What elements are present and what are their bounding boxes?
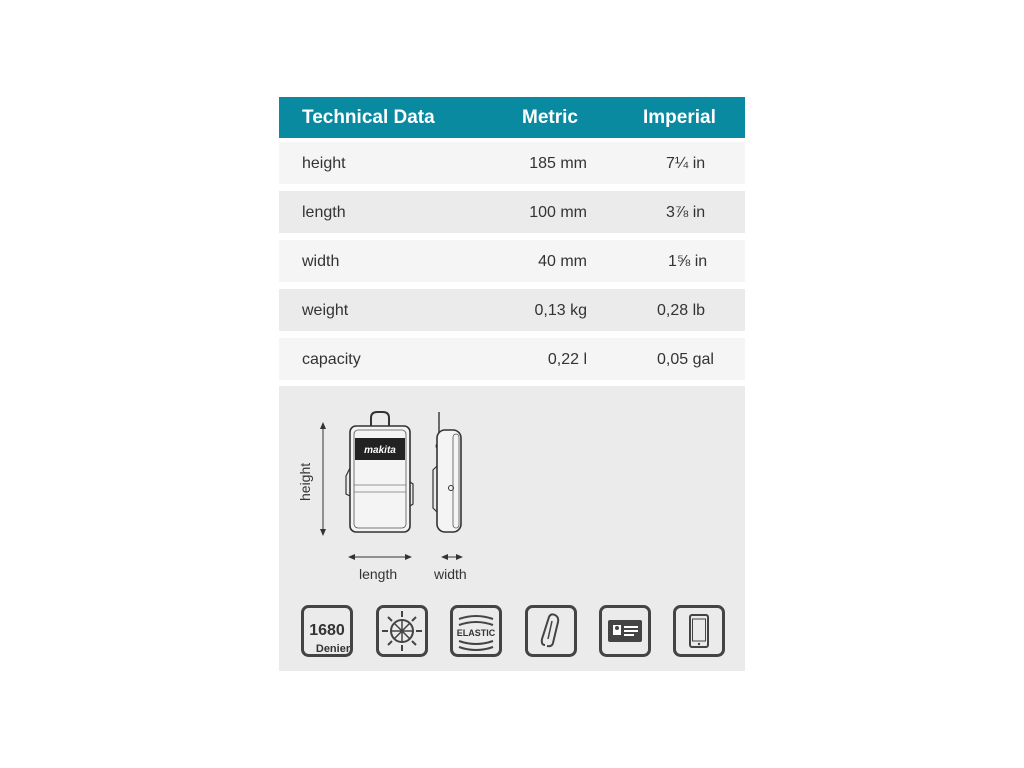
row-label: weight — [302, 302, 349, 319]
smartphone-icon — [673, 605, 725, 657]
row-label: width — [302, 253, 340, 270]
table-row — [279, 338, 745, 380]
header-imperial: Imperial — [643, 107, 716, 128]
row-imperial: 7¼ in — [666, 155, 706, 172]
header-technical-data: Technical Data — [302, 107, 435, 128]
row-metric: 185 mm — [529, 155, 587, 172]
dimension-diagram — [279, 386, 745, 671]
table-row — [279, 191, 745, 233]
svg-text:Denier: Denier — [315, 643, 351, 655]
width-label: width — [434, 566, 467, 582]
row-metric: 0,13 kg — [534, 302, 587, 319]
row-label: height — [302, 155, 346, 172]
header-metric: Metric — [522, 107, 578, 128]
technical-data-card — [279, 97, 745, 671]
table-row — [279, 240, 745, 282]
svg-text:1680: 1680 — [309, 622, 345, 639]
row-imperial: 0,28 lb — [657, 302, 706, 319]
row-label: capacity — [302, 351, 361, 368]
table-header — [279, 97, 745, 138]
table-row — [279, 289, 745, 331]
row-metric: 100 mm — [529, 204, 587, 221]
row-imperial: 3⅞ in — [666, 204, 706, 221]
row-imperial: 1⅝ in — [668, 253, 708, 270]
weather-resistant-icon — [376, 605, 428, 657]
height-label: height — [297, 462, 313, 501]
row-metric: 0,22 l — [547, 351, 587, 368]
table-row — [279, 142, 745, 184]
makita-logo: makita — [364, 445, 396, 456]
row-metric: 40 mm — [538, 253, 587, 270]
row-imperial: 0,05 gal — [657, 351, 714, 368]
svg-text:ELASTIC: ELASTIC — [456, 628, 496, 638]
carabiner-icon — [525, 605, 577, 657]
row-label: length — [302, 204, 346, 221]
bag-dimension-drawing — [279, 386, 745, 586]
elastic-icon — [450, 605, 502, 657]
denier-1680-icon — [301, 605, 353, 657]
length-label: length — [359, 566, 398, 582]
id-card-icon — [599, 605, 651, 657]
